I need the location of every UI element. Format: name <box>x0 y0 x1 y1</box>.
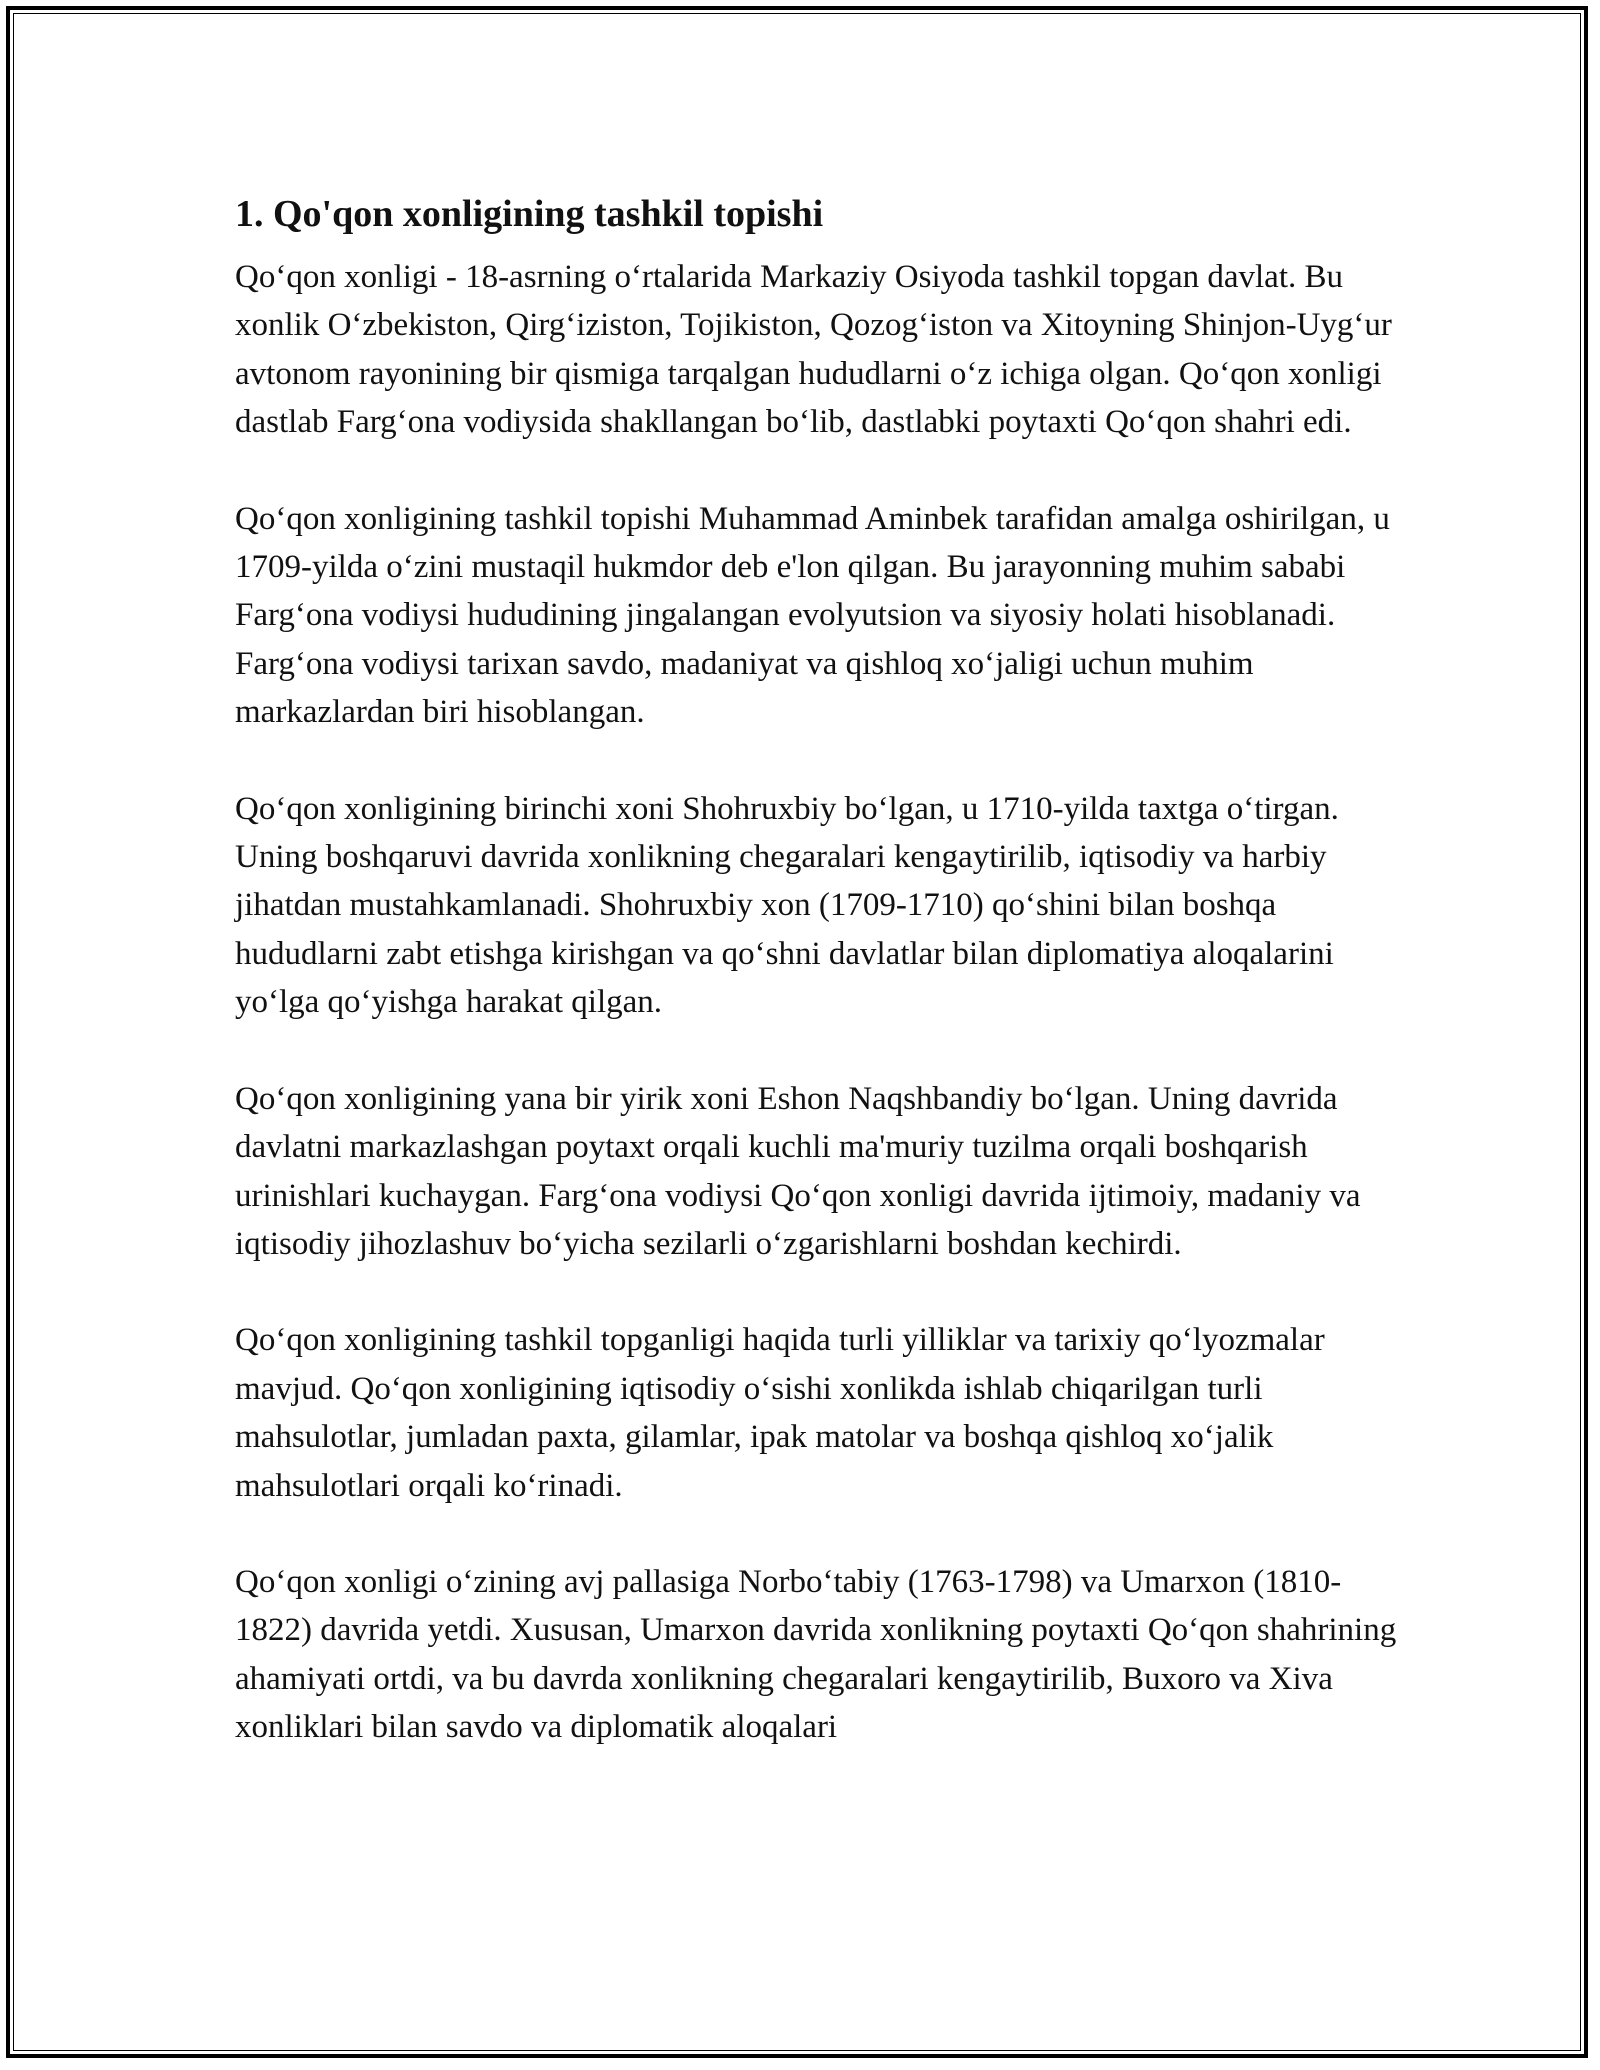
paragraph-2: Qo‘qon xonligining tashkil topishi Muhammad Aminbek tarafidan amalga oshirilgan, u 1709-yilda o‘zini mustaqil hukmdor deb e'lon qilgan. Bu jarayonning muhim sababi Farg‘ona vodiysi hududining jingalangan evolyutsion va siyosiy holati hisoblanadi. Farg‘ona vodiysi tarixan savdo, madaniyat va qishloq xo‘jaligi uchun muhim markazlardan biri hisoblangan. <box>235 500 1390 731</box>
section-heading: 1. Qo'qon xonligining tashkil topishi <box>235 193 824 235</box>
paragraph-5: Qo‘qon xonligining tashkil topganligi haqida turli yilliklar va tarixiy qo‘lyozmalar mavjud. Qo‘qon xonligining iqtisodiy o‘sishi xonlikda ishlab chiqarilgan turli mahsulotlar, jumladan paxta, gilamlar, ipak matolar va boshqa qishloq xo‘jalik mahsulotlari orqali ko‘rinadi. <box>235 1322 1325 1504</box>
paragraph-1: Qo‘qon xonligi - 18-asrning o‘rtalarida Markaziy Osiyoda tashkil topgan davlat. Bu xonlik O‘zbekiston, Qirg‘iziston, Tojikiston, Qozog‘iston va Xitoyning Shinjon-Uyg‘ur avtonom rayonining bir qismiga tarqalgan hududlarni o‘z ichiga olgan. Qo‘qon xonligi dastlab Farg‘ona vodiysida shakllangan bo‘lib, dastlabki poytaxti Qo‘qon shahri edi. <box>235 259 1392 441</box>
document-body <box>235 185 1415 1800</box>
paragraph-4: Qo‘qon xonligining yana bir yirik xoni Eshon Naqshbandiy bo‘lgan. Uning davrida davlatni markazlashgan poytaxt orqali kuchli ma'muriy tuzilma orqali boshqarish urinishlari kuchaygan. Farg‘ona vodiysi Qo‘qon xonligi davrida ijtimoiy, madaniy va iqtisodiy jihozlashuv bo‘yicha sezilarli o‘zgarishlarni boshdan kechirdi. <box>235 1080 1361 1262</box>
paragraph-3: Qo‘qon xonligining birinchi xoni Shohruxbiy bo‘lgan, u 1710-yilda taxtga o‘tirgan. Uning boshqaruvi davrida xonlikning chegaralari kengaytirilib, iqtisodiy va harbiy jihatdan mustahkamlanadi. Shohruxbiy xon (1709-1710) qo‘shini bilan boshqa hududlarni zabt etishga kirishgan va qo‘shni davlatlar bilan diplomatiya aloqalarini yo‘lga qo‘yishga harakat qilgan. <box>235 790 1339 1021</box>
paragraph-6: Qo‘qon xonligi o‘zining avj pallasiga Norbo‘tabiy (1763-1798) va Umarxon (1810-1822) davrida yetdi. Xususan, Umarxon davrida xonlikning poytaxti Qo‘qon shahrining ahamiyati ortdi, va bu davrda xonlikning chegaralari kengaytirilib, Buxoro va Xiva xonliklari bilan savdo va diplomatik aloqalari <box>235 1563 1397 1746</box>
